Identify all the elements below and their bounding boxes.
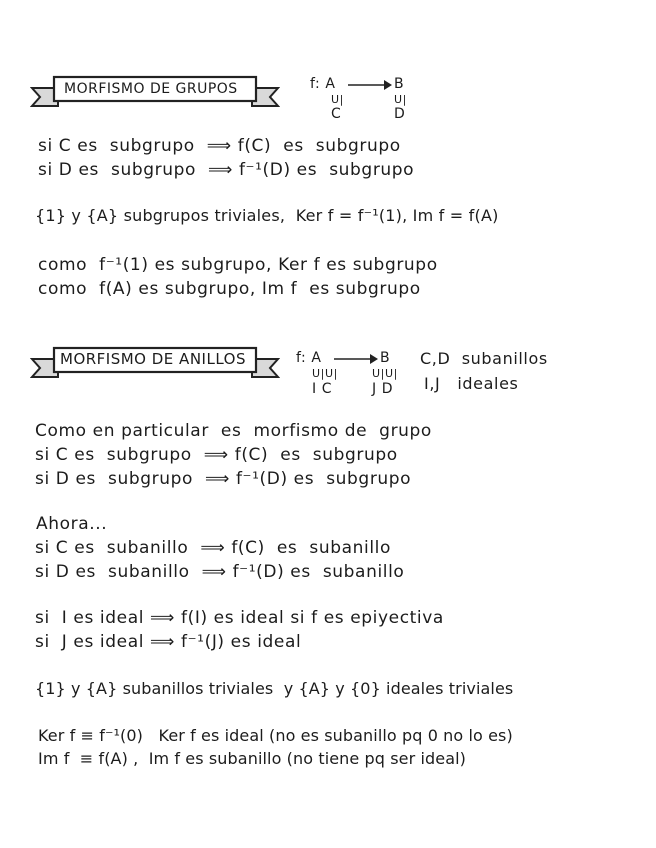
section-title: MORFISMO DE GRUPOS: [64, 81, 238, 97]
map-target: B: [380, 350, 391, 366]
section-banner-grupos: [30, 74, 280, 110]
subset-symbol: U|U|: [372, 367, 398, 380]
text-line: si C es subanillo ⟹ f(C) es subanillo: [35, 538, 391, 558]
arrow-right-icon: [334, 353, 378, 365]
subset-symbol: U|: [394, 93, 407, 106]
map-subset-right: J D: [372, 381, 394, 397]
map-subset-left: C: [331, 106, 342, 122]
text-line: {1} y {A} subanillos triviales y {A} y {0} ideales triviales: [35, 679, 514, 698]
subset-symbol: U|U|: [312, 367, 338, 380]
text-line: Como en particular es morfismo de grupo: [35, 421, 432, 441]
text-line: si C es subgrupo ⟹ f(C) es subgrupo: [35, 445, 398, 465]
section-banner-anillos: [30, 345, 280, 381]
text-line: si I es ideal ⟹ f(I) es ideal si f es epiyectiva: [35, 608, 444, 628]
text-line: si J es ideal ⟹ f⁻¹(J) es ideal: [35, 632, 302, 652]
text-line: si D es subanillo ⟹ f⁻¹(D) es subanillo: [35, 562, 405, 582]
map-subset-left: I C: [312, 381, 333, 397]
arrow-right-icon: [348, 79, 392, 91]
map-label: f: A: [310, 76, 336, 92]
text-line: Ker f ≡ f⁻¹(0) Ker f es ideal (no es subanillo pq 0 no lo es): [38, 726, 513, 745]
text-line: si D es subgrupo ⟹ f⁻¹(D) es subgrupo: [35, 469, 412, 489]
text-line: si C es subgrupo ⟹ f(C) es subgrupo: [38, 136, 401, 156]
subset-symbol: U|: [331, 93, 344, 106]
text-line: Ahora...: [36, 514, 108, 534]
map-target: B: [394, 76, 405, 92]
text-line: si D es subgrupo ⟹ f⁻¹(D) es subgrupo: [38, 160, 415, 180]
map-subset-right: D: [394, 106, 406, 122]
section-title: MORFISMO DE ANILLOS: [60, 350, 246, 368]
text-line: {1} y {A} subgrupos triviales, Ker f = f⁻¹(1), Im f = f(A): [35, 206, 499, 225]
text-line: Im f ≡ f(A) , Im f es subanillo (no tiene pq ser ideal): [38, 749, 467, 768]
map-label: f: A: [296, 350, 322, 366]
text-line: como f⁻¹(1) es subgrupo, Ker f es subgrupo: [38, 255, 438, 275]
map-note: C,D subanillos: [420, 349, 548, 368]
map-note: I,J ideales: [424, 374, 519, 393]
text-line: como f(A) es subgrupo, Im f es subgrupo: [38, 279, 421, 299]
